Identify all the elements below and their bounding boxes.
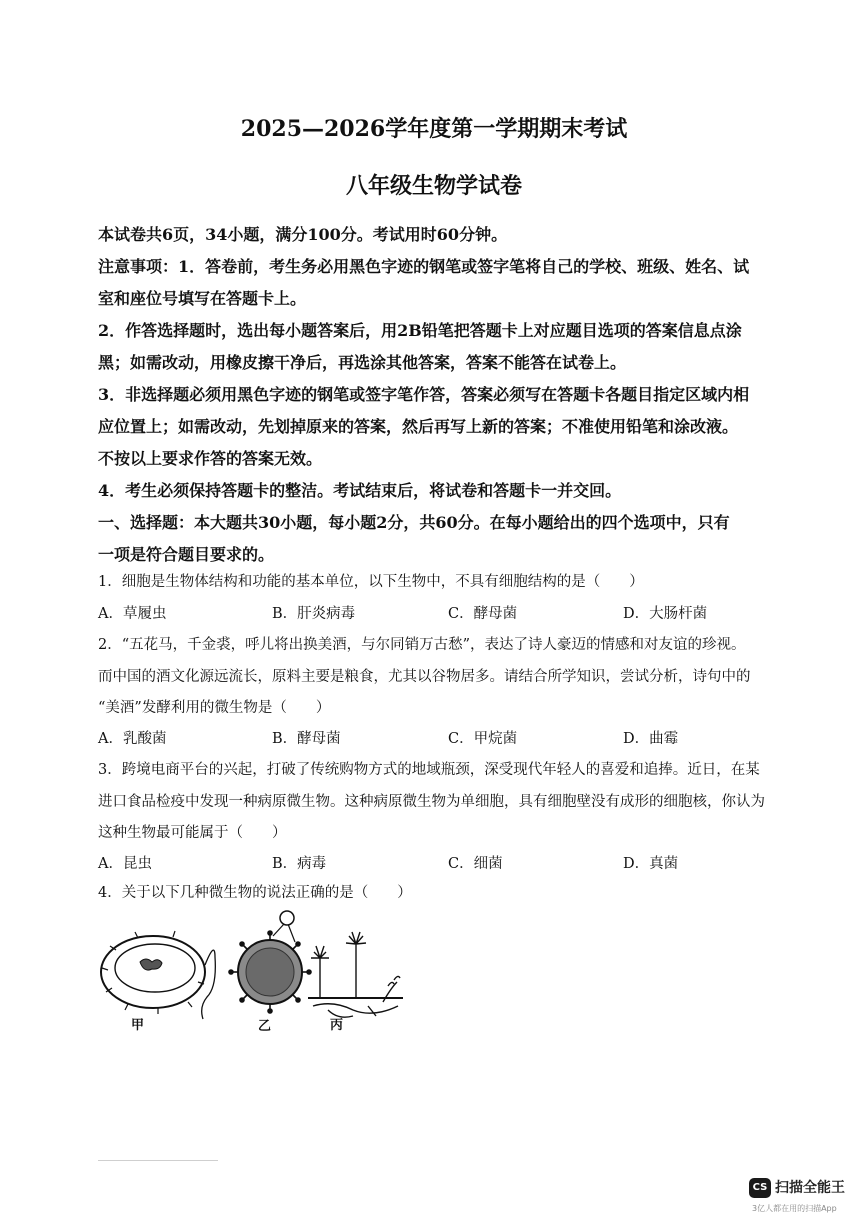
instruction-line: 黑；如需改动，用橡皮擦干净后，再选涂其他答案，答案不能答在试卷上。 bbox=[98, 353, 627, 372]
option-d: D．真菌 bbox=[623, 856, 679, 872]
question-stem: 2．“五花马，千金裘，呼儿将出换美酒，与尔同销万古愁”，表达了诗人豪迈的情感和对友谊的珍视。 bbox=[98, 637, 746, 653]
section-heading: 一项是符合题目要求的。 bbox=[98, 545, 275, 564]
option-b: B．病毒 bbox=[272, 856, 327, 872]
option-a: A．昆虫 bbox=[98, 856, 152, 872]
question-stem: 4．关于以下几种微生物的说法正确的是（ ） bbox=[98, 885, 412, 901]
question-stem: 3．跨境电商平台的兴起，打破了传统购物方式的地域瓶颈，深受现代年轻人的喜爱和追捧。近日，在某 bbox=[98, 762, 760, 778]
option-a: A．乳酸菌 bbox=[98, 731, 167, 747]
scanner-tagline: 3亿人都在用的扫描App bbox=[752, 1204, 837, 1213]
option-c: C．甲烷菌 bbox=[448, 731, 518, 747]
question-stem: 进口食品检疫中发现一种病原微生物。这种病原微生物为单细胞，具有细胞壁没有成形的细胞核，你认为 bbox=[98, 794, 765, 810]
question-stem: “美酒”发酵利用的微生物是（ ） bbox=[98, 700, 331, 716]
label-jia: 甲 bbox=[131, 1018, 145, 1033]
section-heading: 一、选择题：本大题共30小题，每小题2分，共60分。在每小题给出的四个选项中，只有 bbox=[98, 513, 730, 532]
scanner-app-name: 扫描全能王 bbox=[775, 1180, 845, 1196]
exam-subtitle: 八年级生物学试卷 bbox=[345, 173, 522, 199]
instruction-line: 4．考生必须保持答题卡的整洁。考试结束后，将试卷和答题卡一并交回。 bbox=[98, 481, 622, 500]
question-stem: 而中国的酒文化源远流长，原料主要是粮食，尤其以谷物居多。请结合所学知识，尝试分析，诗句中的 bbox=[98, 669, 751, 685]
option-c: C．酵母菌 bbox=[448, 606, 518, 622]
label-bing: 丙 bbox=[330, 1018, 344, 1033]
instruction-line: 本试卷共6页，34小题，满分100分。考试用时60分钟。 bbox=[98, 225, 508, 244]
microorganism-figure bbox=[98, 910, 418, 1035]
instruction-line: 室和座位号填写在答题卡上。 bbox=[98, 289, 307, 308]
instruction-line: 3．非选择题必须用黑色字迹的钢笔或签字笔作答，答案必须写在答题卡各题目指定区域内相 bbox=[98, 385, 750, 404]
label-yi: 乙 bbox=[258, 1019, 272, 1034]
instruction-line: 注意事项：1．答卷前，考生务必用黑色字迹的钢笔或签字笔将自己的学校、班级、姓名、试 bbox=[98, 257, 750, 276]
option-a: A．草履虫 bbox=[98, 606, 167, 622]
footer-rule bbox=[98, 1160, 218, 1161]
option-b: B．酵母菌 bbox=[272, 731, 341, 747]
scanner-logo-icon: CS bbox=[749, 1178, 771, 1198]
option-b: B．肝炎病毒 bbox=[272, 606, 356, 622]
instruction-line: 2．作答选择题时，选出每小题答案后，用2B铅笔把答题卡上对应题目选项的答案信息点涂 bbox=[98, 321, 742, 340]
option-c: C．细菌 bbox=[448, 856, 503, 872]
exam-title: 2025—2026学年度第一学期期末考试 bbox=[240, 116, 628, 142]
question-stem: 1．细胞是生物体结构和功能的基本单位，以下生物中，不具有细胞结构的是（ ） bbox=[98, 574, 644, 590]
question-stem: 这种生物最可能属于（ ） bbox=[98, 825, 287, 841]
option-d: D．大肠杆菌 bbox=[623, 606, 708, 622]
bacterium-drawing bbox=[101, 931, 215, 1019]
instruction-line: 应位置上；如需改动，先划掉原来的答案，然后再写上新的答案；不准使用铅笔和涂改液。 bbox=[98, 417, 739, 436]
option-d: D．曲霉 bbox=[623, 731, 679, 747]
mold-drawing bbox=[308, 932, 403, 1017]
virus-drawing bbox=[229, 911, 311, 1013]
instruction-line: 不按以上要求作答的答案无效。 bbox=[98, 449, 323, 468]
